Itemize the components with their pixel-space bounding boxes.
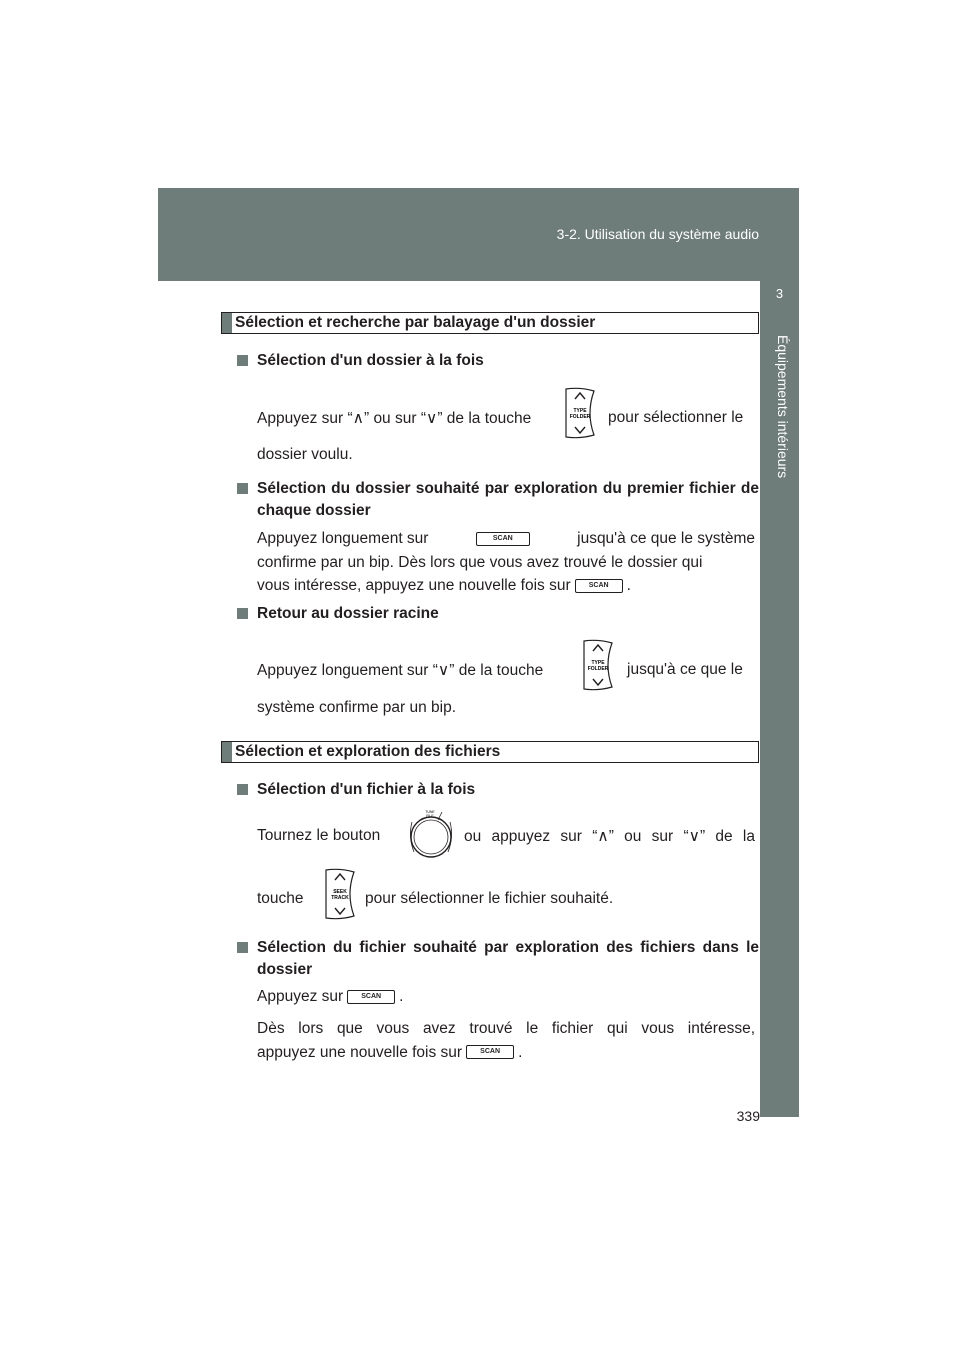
instruction-text: touche [257, 890, 304, 907]
instruction-text: Tournez le bouton [257, 827, 381, 844]
side-tab [760, 281, 799, 1117]
type-folder-button-icon [560, 385, 598, 441]
item-heading-one-folder: Sélection d'un dossier à la fois [237, 350, 759, 372]
svg-text:TYPE: TYPE [591, 660, 605, 666]
section-bar-folder [221, 312, 759, 334]
svg-text:FOLDER: FOLDER [569, 414, 591, 420]
instruction-text: pour sélectionner le fichier souhaité. [365, 890, 614, 907]
section-title: Sélection et recherche par balayage d'un dossier [235, 314, 596, 331]
square-bullet-icon [237, 355, 248, 366]
square-bullet-icon [237, 784, 248, 795]
scan-button-icon: SCAN [466, 1045, 514, 1059]
instruction-text: ou appuyez sur “∧” ou sur “∨” de la [464, 828, 755, 845]
instruction-text: système confirme par un bip. [257, 699, 457, 716]
square-bullet-icon [237, 942, 248, 953]
instruction-paragraph: Appuyez longuement sur SCAN jusqu'à ce que le système confirme par un bip. Dès lors que vous avez trouvé le dossier qui vous intéresse, appuyez une nouvelle fois sur SCAN . [257, 530, 755, 594]
square-bullet-icon [237, 483, 248, 494]
page-number: 339 [736, 1108, 760, 1124]
instruction-paragraph: Appuyez sur SCAN . [257, 988, 404, 1005]
scan-button-icon: SCAN [575, 579, 623, 593]
instruction-text: dossier voulu. [257, 446, 353, 463]
item-heading-root-folder: Retour au dossier racine [237, 603, 759, 625]
square-bullet-icon [237, 608, 248, 619]
item-heading-one-file: Sélection d'un fichier à la fois [237, 779, 759, 801]
svg-text:FOLDER: FOLDER [587, 666, 609, 672]
svg-text:TYPE: TYPE [573, 408, 587, 414]
svg-text:TUNE: TUNE [425, 810, 435, 814]
item-heading-scan-folder: Sélection du dossier souhaité par exploration du premier fichier de chaque dossier [237, 478, 759, 522]
svg-text:FILE: FILE [426, 814, 434, 818]
section-title: Sélection et exploration des fichiers [235, 743, 501, 760]
section-bar-files [221, 741, 759, 763]
seek-track-button-icon [320, 866, 358, 922]
type-folder-button-icon [578, 637, 616, 693]
instruction-text: pour sélectionner le [608, 409, 744, 426]
tune-knob-icon [404, 808, 458, 862]
svg-text:TRACK: TRACK [331, 895, 349, 901]
scan-button-icon: SCAN [476, 532, 530, 546]
chapter-header [158, 188, 799, 281]
item-heading-scan-file: Sélection du fichier souhaité par exploration des fichiers dans le dossier [237, 937, 759, 981]
svg-text:SEEK: SEEK [333, 889, 347, 895]
chapter-label: Équipements intérieurs [775, 335, 791, 479]
instruction-paragraph: Dès lors que vous avez trouvé le fichier qui vous intéresse, appuyez une nouvelle fois sur SCAN . [257, 1020, 755, 1061]
chapter-title: 3-2. Utilisation du système audio [556, 226, 759, 242]
scan-button-icon: SCAN [347, 990, 395, 1004]
instruction-text: Appuyez sur “∧” ou sur “∨” de la touche [257, 410, 532, 427]
instruction-text: Appuyez longuement sur “∨” de la touche [257, 662, 544, 679]
instruction-text: jusqu'à ce que le [627, 661, 743, 678]
chapter-number: 3 [775, 286, 784, 301]
